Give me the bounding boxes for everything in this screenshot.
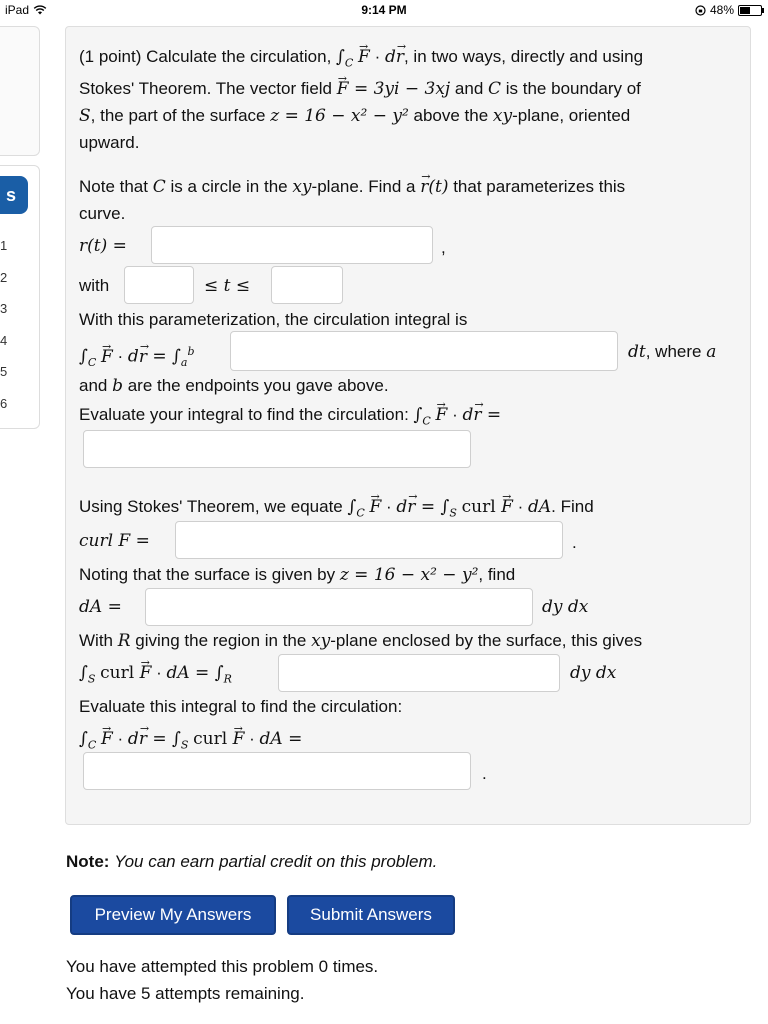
dA-label: dA = — [79, 597, 122, 617]
problem-statement-line: (1 point) Calculate the circulation, $\int_C \to F \cdot d\to r$, in two ways, directly and using — [79, 45, 643, 75]
problem-link[interactable]: 1 — [0, 238, 8, 253]
attempts-count: You have attempted this problem 0 times. — [66, 957, 379, 976]
problem-link[interactable]: 4 — [0, 332, 8, 348]
problem-statement-line: Evaluate this integral to find the circulation: — [79, 697, 403, 716]
preview-answers-button[interactable]: Preview My Answers — [70, 895, 276, 935]
problem-statement-line: S, the part of the surface z = 16 − x² − y² above the xy-plane, oriented — [79, 106, 631, 126]
problem-link[interactable]: 5 — [0, 364, 8, 379]
evaluate-direct-label: Evaluate your integral to find the circulation: $\int_C \to F \cdot d\to r$ = — [79, 403, 501, 433]
comma: , — [441, 238, 446, 257]
attempts-remaining: You have 5 attempts remaining. — [66, 984, 305, 1003]
stokes-integral-lhs: $\int_S$ curl → F · dA = $\int_R$ — [79, 661, 232, 691]
problem-link[interactable]: 2 — [0, 269, 8, 285]
period: . — [482, 764, 487, 783]
clock: 9:14 PM — [361, 3, 407, 17]
where-text: dt, where a — [628, 342, 717, 362]
curl-label: curl F = — [79, 531, 150, 551]
problem-statement-line: curve. — [79, 204, 126, 223]
curl-answer-field[interactable] — [175, 521, 563, 559]
rt-answer-field[interactable] — [151, 226, 433, 264]
t-upper-bound-field[interactable] — [271, 266, 343, 304]
stokes-final-lhs: $\int_C \to F \cdot d\to r = \int_S$ curl → F · dA = — [79, 727, 302, 757]
device-label: iPad — [5, 3, 30, 17]
dydx-text: dy dx — [542, 597, 589, 617]
problem-list — [0, 236, 7, 425]
dA-answer-field[interactable] — [145, 588, 533, 626]
side-nav-button[interactable]: s — [0, 176, 28, 214]
stokes-circulation-field[interactable] — [83, 752, 471, 790]
problem-link[interactable]: 3 — [0, 301, 8, 316]
direct-circulation-field[interactable] — [83, 430, 471, 468]
problem-link[interactable]: 6 — [0, 395, 8, 411]
status-bar — [0, 0, 768, 20]
with-label: with — [79, 276, 110, 295]
problem-statement-line: and b are the endpoints you gave above. — [79, 376, 389, 396]
t-lower-bound-field[interactable] — [124, 266, 194, 304]
side-panel — [0, 26, 40, 156]
problem-statement-line: Noting that the surface is given by z = 16 − x² − y², find — [79, 565, 516, 585]
rt-label: r(t) = — [79, 236, 127, 256]
problem-statement-line: Stokes' Theorem. The vector field → F = 3yi − 3xj and C is the boundary of — [79, 77, 641, 101]
period: . — [572, 533, 577, 552]
problem-statement-line: upward. — [79, 133, 140, 152]
submit-answers-button[interactable]: Submit Answers — [287, 895, 455, 935]
battery-percent: 48% — [709, 3, 734, 17]
rotation-lock-icon — [695, 5, 706, 16]
t-inequality: ≤ t ≤ — [204, 276, 251, 296]
integrand-field[interactable] — [230, 331, 618, 371]
dydx-text: dy dx — [570, 663, 617, 683]
region-integrand-field[interactable] — [278, 654, 560, 692]
integral-lhs: $\int_C \to F \cdot d\to r = \int_a^b$ — [79, 340, 194, 375]
problem-statement-line: Using Stokes' Theorem, we equate $\int_C \to F \cdot d\to r = \int_S$ curl → F · dA. Find — [79, 495, 594, 525]
problem-statement-line: With R giving the region in the xy-plane enclosed by the surface, this gives — [79, 631, 643, 651]
problem-statement-line: With this parameterization, the circulation integral is — [79, 310, 468, 329]
partial-credit-note: Note: You can earn partial credit on this problem. — [66, 852, 438, 871]
battery-icon — [738, 5, 762, 16]
problem-statement-line: Note that C is a circle in the xy-plane. Find a → r(t) that parameterizes this — [79, 175, 625, 199]
